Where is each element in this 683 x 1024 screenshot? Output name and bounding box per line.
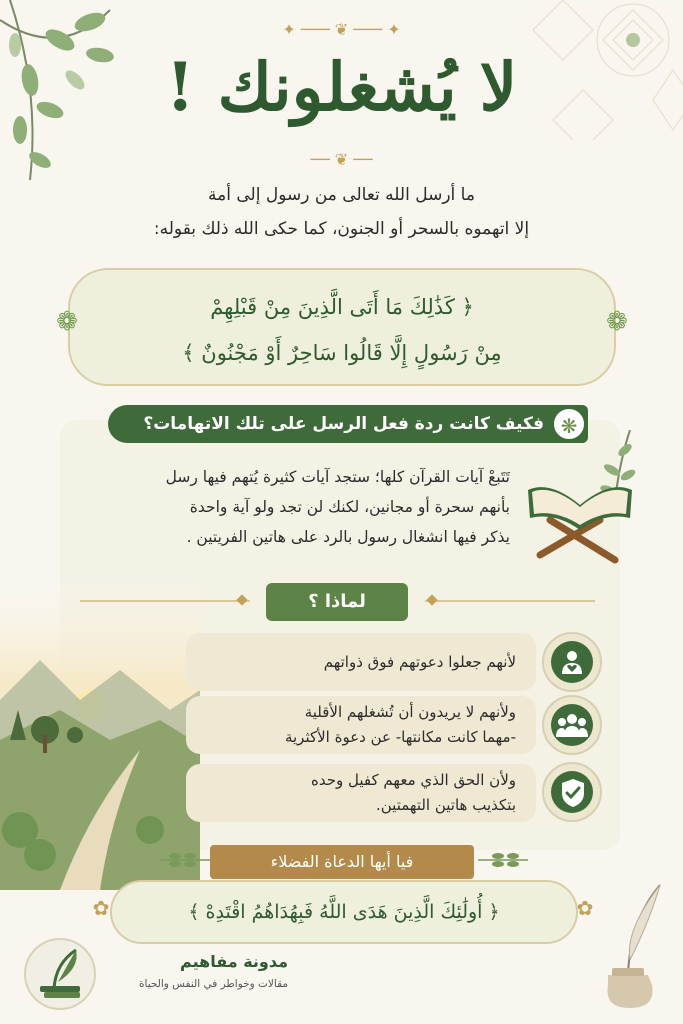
- body-line: تَتَبعْ آيات القرآن كلها؛ ستجد آيات كثيرة يُتهم فيها رسل: [165, 468, 510, 486]
- divider-line: [425, 600, 595, 602]
- intro-line: ما أرسل الله تعالى من رسول إلى أمة: [208, 185, 475, 205]
- why-heading: لماذا ؟: [266, 583, 408, 621]
- final-verse-text: ﴿ أُولَٰئِكَ الَّذِينَ هَدَى اللَّهُ فَبِهُدَاهُمُ اقْتَدِهْ ﴾: [188, 901, 500, 923]
- page-title: لا يُشغلونك !: [165, 48, 518, 126]
- sprig-ornament: [160, 850, 210, 870]
- rosette-icon: ❁: [56, 307, 78, 337]
- reason-line: لأنهم جعلوا دعوتهم فوق ذواتهم: [323, 652, 516, 671]
- blog-name: مدونة مفاهيم: [180, 952, 288, 971]
- title-ornament-top: ✦ ─── ❦ ─── ✦: [282, 20, 401, 39]
- reason-line: ولأنهم لا يريدون أن تُشغلهم الأقلية: [304, 703, 516, 721]
- body-paragraph: [110, 462, 510, 552]
- rosette-icon: ✿: [92, 896, 110, 920]
- flower-icon: ❋: [552, 407, 586, 441]
- quran-verse-box: [68, 268, 616, 386]
- verse-line: مِنْ رَسُولٍ إِلَّا قَالُوا سَاحِرٌ أَوْ مَجْنُونٌ ﴾: [182, 341, 502, 365]
- question-banner: [108, 405, 588, 443]
- reason-item: [186, 633, 536, 691]
- title-ornament-bottom: ── ❦ ──: [310, 150, 373, 169]
- blog-logo: [24, 938, 96, 1010]
- heart-person-icon: [542, 632, 602, 692]
- group-icon: [542, 695, 602, 755]
- ink-quill-icon: [590, 880, 670, 1010]
- body-line: بأنهم سحرة أو مجانين، لكنك لن تجد ولو آية واحدة: [189, 498, 510, 516]
- blog-tagline: مقالات وخواطر في النفس والحياة: [139, 978, 288, 990]
- call-banner: فيا أيها الدعاة الفضلاء: [210, 845, 474, 879]
- reason-item: [186, 764, 536, 822]
- reason-line: -مهما كانت مكانتها- عن دعوة الأكثرية: [284, 728, 516, 746]
- landscape-illustration: [0, 570, 200, 890]
- verse-line: ﴿ كَذَٰلِكَ مَا أَتَى الَّذِينَ مِنْ قَبْلِهِمْ: [210, 295, 474, 319]
- body-line: يذكر فيها انشغال رسول بالرد على هاتين الفريتين .: [186, 528, 510, 546]
- book-on-stand-icon: [520, 430, 640, 570]
- reason-item: [186, 696, 536, 754]
- divider-line: [80, 600, 250, 602]
- final-verse-box: [110, 880, 578, 944]
- reason-line: ولأن الحق الذي معهم كفيل وحده: [311, 771, 516, 789]
- rosette-icon: ❁: [606, 307, 628, 337]
- intro-line: إلا اتهموه بالسحر أو الجنون، كما حكى الله ذلك بقوله:: [153, 219, 530, 239]
- intro-text: [0, 178, 683, 246]
- question-text: فكيف كانت ردة فعل الرسل على تلك الاتهامات؟: [143, 414, 544, 434]
- shield-check-icon: [542, 762, 602, 822]
- sprig-ornament: [478, 850, 528, 870]
- reason-line: بتكذيب هاتين التهمتين.: [376, 796, 516, 814]
- rosette-icon: ✿: [576, 896, 594, 920]
